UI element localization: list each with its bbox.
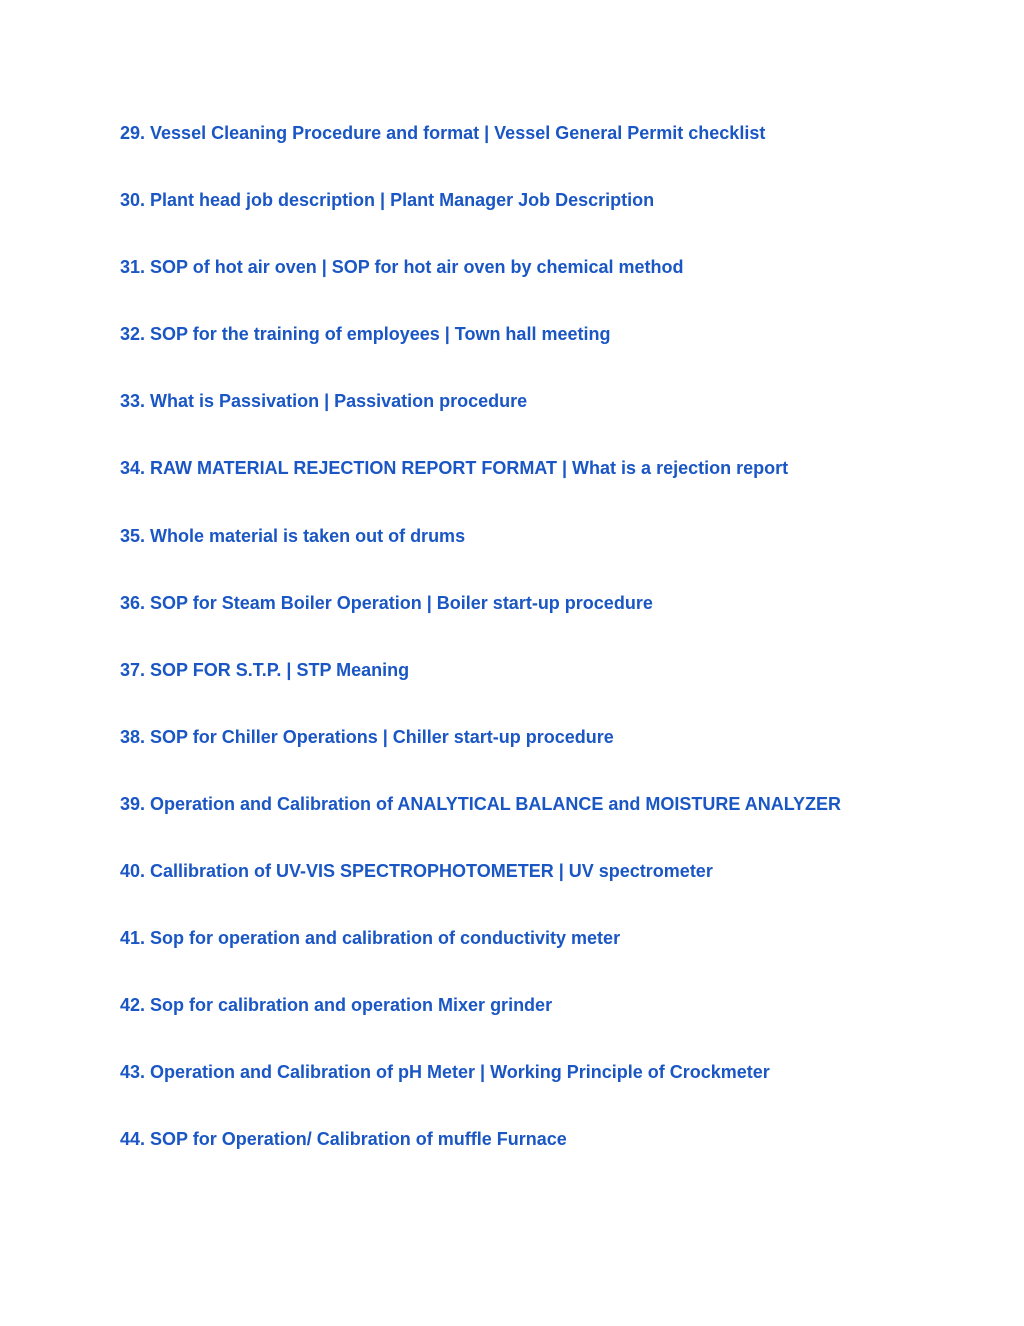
list-item	[120, 457, 1000, 524]
article-link[interactable]: 43. Operation and Calibration of pH Meter | Working Principle of Crockmeter	[120, 1062, 770, 1083]
list-item	[120, 122, 1000, 189]
list-item	[120, 256, 1000, 323]
list-item	[120, 994, 1000, 1061]
list-item	[120, 1061, 1000, 1128]
article-link[interactable]: 42. Sop for calibration and operation Mixer grinder	[120, 995, 553, 1016]
article-link[interactable]: 38. SOP for Chiller Operations | Chiller start-up procedure	[120, 726, 614, 747]
article-link[interactable]: 31. SOP of hot air oven | SOP for hot air oven by chemical method	[120, 257, 684, 278]
list-item	[120, 927, 1000, 994]
list-item	[120, 1128, 1000, 1195]
list-item	[120, 525, 1000, 592]
article-link[interactable]: 34. RAW MATERIAL REJECTION REPORT FORMAT | What is a rejection report	[120, 458, 789, 479]
article-link[interactable]: 35. Whole material is taken out of drums	[120, 525, 466, 546]
list-item	[120, 323, 1000, 390]
list-item	[120, 860, 1000, 927]
list-item	[120, 726, 1000, 793]
article-link[interactable]: 41. Sop for operation and calibration of conductivity meter	[120, 928, 621, 949]
article-link[interactable]: 29. Vessel Cleaning Procedure and format | Vessel General Permit checklist	[120, 123, 766, 143]
article-link[interactable]: 33. What is Passivation | Passivation procedure	[120, 391, 528, 412]
article-link[interactable]: 37. SOP FOR S.T.P. | STP Meaning	[120, 659, 410, 680]
list-item	[120, 793, 1000, 860]
list-item	[120, 189, 1000, 256]
article-link[interactable]: 32. SOP for the training of employees | Town hall meeting	[120, 324, 611, 345]
article-link[interactable]: 40. Callibration of UV-VIS SPECTROPHOTOMETER | UV spectrometer	[120, 861, 713, 882]
article-link-list	[120, 122, 1000, 1196]
list-item	[120, 592, 1000, 659]
article-link[interactable]: 30. Plant head job description | Plant Manager Job Description	[120, 190, 655, 211]
list-item	[120, 659, 1000, 726]
article-link[interactable]: 44. SOP for Operation/ Calibration of muffle Furnace	[120, 1129, 567, 1150]
list-item	[120, 390, 1000, 457]
article-link[interactable]: 36. SOP for Steam Boiler Operation | Boiler start-up procedure	[120, 592, 653, 613]
article-link[interactable]: 39. Operation and Calibration of ANALYTICAL BALANCE and MOISTURE ANALYZER	[120, 793, 842, 814]
